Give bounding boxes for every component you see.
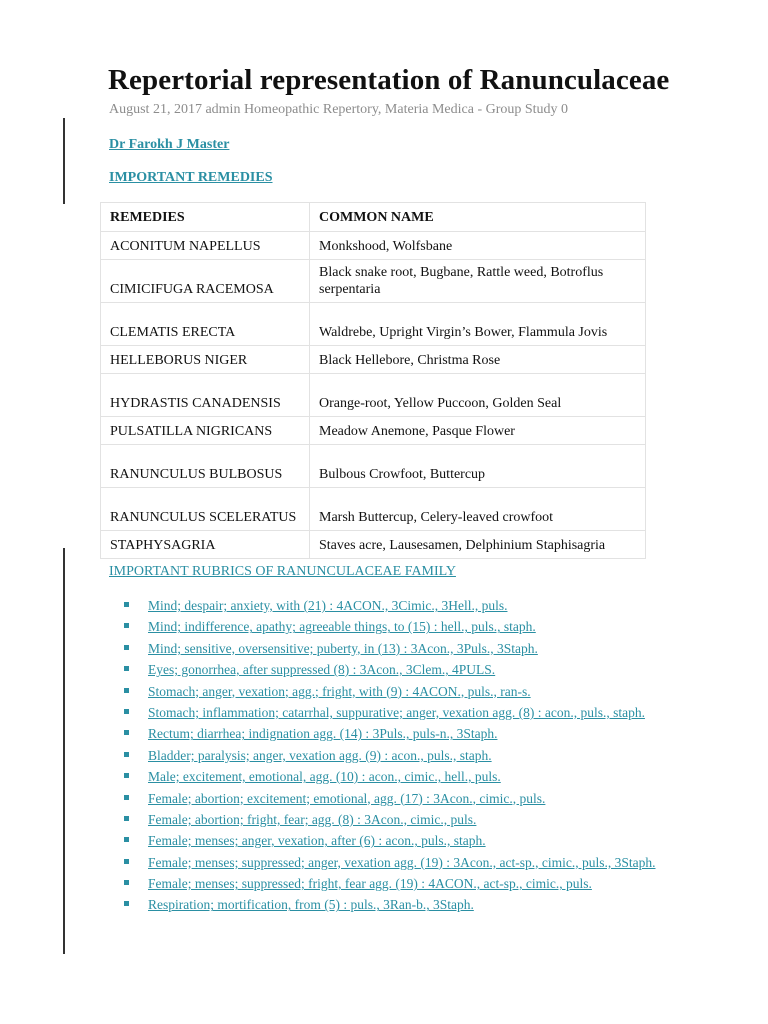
list-item [123,662,703,677]
table-row [101,488,646,531]
table-row [101,445,646,488]
rubric-link[interactable]: Female; menses; suppressed; fright, fear agg. (19) : 4ACON., act-sp., cimic., puls. [148,876,592,892]
rubric-link[interactable]: Female; abortion; fright, fear; agg. (8) : 3Acon., cimic., puls. [148,811,477,827]
remedy-cell: CIMICIFUGA RACEMOSA [101,260,310,303]
remedy-cell: STAPHYSAGRIA [101,531,310,559]
square-bullet-icon [124,901,129,906]
list-item [123,769,703,784]
list-item [123,812,703,827]
rubric-link[interactable]: Mind; sensitive, oversensitive; puberty, in (13) : 3Acon., 3Puls., 3Staph. [148,640,538,656]
list-item [123,833,703,848]
square-bullet-icon [124,730,129,735]
list-item [123,726,703,741]
article-title: Repertorial representation of Ranunculaceae [108,64,670,96]
list-item [123,619,703,634]
remedy-cell: ACONITUM NAPELLUS [101,232,310,260]
rubric-link[interactable]: Rectum; diarrhea; indignation agg. (14) : 3Puls., puls-n., 3Staph. [148,726,498,742]
remedies-table [100,202,646,559]
column-header-remedies: REMEDIES [101,203,310,232]
square-bullet-icon [124,773,129,778]
rubric-link[interactable]: Female; abortion; excitement; emotional, agg. (17) : 3Acon., cimic., puls. [148,790,546,806]
article-meta: August 21, 2017 admin Homeopathic Repertory, Materia Medica - Group Study 0 [109,102,569,117]
rubrics-heading[interactable]: IMPORTANT RUBRICS OF RANUNCULACEAE FAMILY [109,564,456,579]
common-name-cell: Marsh Buttercup, Celery-leaved crowfoot [310,488,646,531]
common-name-cell: Black Hellebore, Christma Rose [310,346,646,374]
remedy-cell: CLEMATIS ERECTA [101,303,310,346]
square-bullet-icon [124,795,129,800]
rubric-link[interactable]: Female; menses; anger, vexation, after (6) : acon., puls., staph. [148,833,486,849]
author-link[interactable]: Dr Farokh J Master [109,137,230,152]
list-item [123,684,703,699]
remedy-cell: RANUNCULUS BULBOSUS [101,445,310,488]
table-row [101,531,646,559]
common-name-cell: Waldrebe, Upright Virgin’s Bower, Flammula Jovis [310,303,646,346]
rubric-link[interactable]: Bladder; paralysis; anger, vexation agg. (9) : acon., puls., staph. [148,747,492,763]
quote-bar-top [63,118,65,204]
rubric-link[interactable]: Mind; despair; anxiety, with (21) : 4ACON., 3Cimic., 3Hell., puls. [148,598,508,613]
list-item [123,748,703,763]
table-row [101,346,646,374]
square-bullet-icon [124,880,129,885]
square-bullet-icon [124,816,129,821]
square-bullet-icon [124,645,129,650]
table-row [101,374,646,417]
remedies-heading: IMPORTANT REMEDIES [109,170,273,185]
column-header-common-name: COMMON NAME [310,203,646,232]
list-item [123,641,703,656]
common-name-cell: Bulbous Crowfoot, Buttercup [310,445,646,488]
square-bullet-icon [124,752,129,757]
table-row [101,260,646,303]
table-row [101,232,646,260]
table-row [101,417,646,445]
square-bullet-icon [124,859,129,864]
list-item [123,705,703,720]
table-header-row [101,203,646,232]
rubric-link[interactable]: Stomach; anger, vexation; agg.; fright, with (9) : 4ACON., puls., ran-s. [148,683,531,699]
rubric-link[interactable]: Respiration; mortification, from (5) : puls., 3Ran-b., 3Staph. [148,897,474,913]
rubric-link[interactable]: Female; menses; suppressed; anger, vexation agg. (19) : 3Acon., act-sp., cimic., puls., 3Staph. [148,854,656,870]
square-bullet-icon [124,602,129,607]
square-bullet-icon [124,623,129,628]
common-name-cell: Staves acre, Lausesamen, Delphinium Staphisagria [310,531,646,559]
rubric-link[interactable]: Mind; indifference, apathy; agreeable things, to (15) : hell., puls., staph. [148,619,536,635]
common-name-cell: Orange-root, Yellow Puccoon, Golden Seal [310,374,646,417]
remedy-cell: HYDRASTIS CANADENSIS [101,374,310,417]
common-name-cell: Monkshood, Wolfsbane [310,232,646,260]
remedy-cell: PULSATILLA NIGRICANS [101,417,310,445]
list-item [123,855,703,870]
common-name-cell: Black snake root, Bugbane, Rattle weed, Botroflus serpentaria [310,260,646,303]
remedy-cell: HELLEBORUS NIGER [101,346,310,374]
list-item [123,876,703,891]
common-name-cell: Meadow Anemone, Pasque Flower [310,417,646,445]
rubric-link[interactable]: Stomach; inflammation; catarrhal, suppurative; anger, vexation agg. (8) : acon., puls., staph. [148,704,645,720]
square-bullet-icon [124,688,129,693]
square-bullet-icon [124,709,129,714]
list-item [123,791,703,806]
table-row [101,303,646,346]
rubric-link[interactable]: Male; excitement, emotional, agg. (10) : acon., cimic., hell., puls. [148,769,501,785]
list-item [123,897,703,912]
square-bullet-icon [124,666,129,671]
square-bullet-icon [124,837,129,842]
list-item [123,598,703,613]
remedy-cell: RANUNCULUS SCELERATUS [101,488,310,531]
quote-bar-bottom [63,548,65,954]
rubrics-list [123,598,703,919]
rubric-link[interactable]: Eyes; gonorrhea, after suppressed (8) : 3Acon., 3Clem., 4PULS. [148,662,496,678]
